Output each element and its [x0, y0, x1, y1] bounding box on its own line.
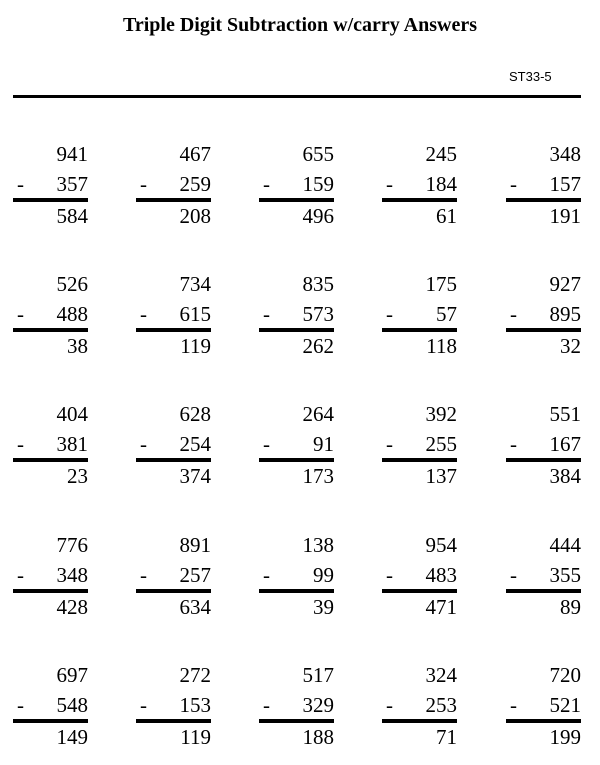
minuend: 324 [425, 663, 457, 687]
answer-line [382, 589, 457, 593]
problem-16 [13, 534, 88, 634]
subtrahend: 91 [313, 432, 334, 456]
subtrahend: 184 [425, 172, 457, 196]
problem-12 [136, 403, 211, 503]
problem-18 [259, 534, 334, 634]
minus-sign: - [386, 302, 393, 326]
minuend: 927 [549, 272, 581, 296]
answer: 428 [56, 595, 88, 619]
answer: 61 [436, 204, 457, 228]
minus-sign: - [386, 172, 393, 196]
minuend: 941 [56, 142, 88, 166]
answer: 118 [426, 334, 457, 358]
answer: 23 [67, 464, 88, 488]
answer: 374 [179, 464, 211, 488]
subtrahend: 99 [313, 563, 334, 587]
problem-23 [259, 664, 334, 764]
answer-line [506, 198, 581, 202]
minus-sign: - [140, 563, 147, 587]
answer-line [136, 198, 211, 202]
minuend: 138 [302, 533, 334, 557]
problem-25 [506, 664, 581, 764]
problem-15 [506, 403, 581, 503]
answer-line [382, 719, 457, 723]
answer: 149 [56, 725, 88, 749]
answer: 584 [56, 204, 88, 228]
answer: 119 [180, 725, 211, 749]
minus-sign: - [140, 693, 147, 717]
subtrahend: 153 [179, 693, 211, 717]
answer-line [259, 458, 334, 462]
minuend: 835 [302, 272, 334, 296]
answer-line [382, 198, 457, 202]
minuend: 175 [425, 272, 457, 296]
answer: 634 [179, 595, 211, 619]
subtrahend: 259 [179, 172, 211, 196]
minus-sign: - [17, 693, 24, 717]
answer-line [259, 589, 334, 593]
problem-4 [382, 143, 457, 243]
subtrahend: 329 [302, 693, 334, 717]
minuend: 720 [549, 663, 581, 687]
answer: 119 [180, 334, 211, 358]
minuend: 734 [179, 272, 211, 296]
problem-20 [506, 534, 581, 634]
answer-line [259, 198, 334, 202]
problem-24 [382, 664, 457, 764]
problem-14 [382, 403, 457, 503]
answer-line [13, 328, 88, 332]
answer: 496 [302, 204, 334, 228]
problem-3 [259, 143, 334, 243]
answer-line [136, 458, 211, 462]
minus-sign: - [17, 302, 24, 326]
answer-line [13, 198, 88, 202]
minus-sign: - [386, 693, 393, 717]
answer-line [136, 589, 211, 593]
minus-sign: - [17, 432, 24, 456]
subtrahend: 488 [56, 302, 88, 326]
problem-7 [136, 273, 211, 373]
problem-6 [13, 273, 88, 373]
minuend: 245 [425, 142, 457, 166]
minus-sign: - [510, 172, 517, 196]
answer: 173 [302, 464, 334, 488]
answer-line [259, 719, 334, 723]
minus-sign: - [386, 563, 393, 587]
minuend: 272 [179, 663, 211, 687]
answer-line [506, 589, 581, 593]
answer: 32 [560, 334, 581, 358]
minuend: 467 [179, 142, 211, 166]
minus-sign: - [510, 563, 517, 587]
subtrahend: 521 [549, 693, 581, 717]
answer-line [13, 589, 88, 593]
minus-sign: - [510, 302, 517, 326]
subtrahend: 253 [425, 693, 457, 717]
problem-13 [259, 403, 334, 503]
subtrahend: 355 [549, 563, 581, 587]
minus-sign: - [140, 302, 147, 326]
minuend: 697 [56, 663, 88, 687]
page-title: Triple Digit Subtraction w/carry Answers [122, 14, 478, 36]
answer-line [506, 328, 581, 332]
minus-sign: - [510, 432, 517, 456]
problem-5 [506, 143, 581, 243]
subtrahend: 895 [549, 302, 581, 326]
minuend: 526 [56, 272, 88, 296]
subtrahend: 483 [425, 563, 457, 587]
minus-sign: - [17, 172, 24, 196]
answer: 262 [302, 334, 334, 358]
answer-line [506, 458, 581, 462]
subtrahend: 57 [436, 302, 457, 326]
minuend: 551 [549, 402, 581, 426]
answer: 137 [425, 464, 457, 488]
answer: 38 [67, 334, 88, 358]
minuend: 392 [425, 402, 457, 426]
problem-22 [136, 664, 211, 764]
minus-sign: - [386, 432, 393, 456]
answer-line [382, 328, 457, 332]
minus-sign: - [140, 432, 147, 456]
answer-line [136, 328, 211, 332]
answer-line [13, 719, 88, 723]
subtrahend: 257 [179, 563, 211, 587]
minus-sign: - [263, 172, 270, 196]
minus-sign: - [263, 563, 270, 587]
subtrahend: 157 [549, 172, 581, 196]
problem-11 [13, 403, 88, 503]
subtrahend: 357 [56, 172, 88, 196]
problem-10 [506, 273, 581, 373]
answer: 71 [436, 725, 457, 749]
minuend: 444 [549, 533, 581, 557]
subtrahend: 255 [425, 432, 457, 456]
problem-17 [136, 534, 211, 634]
subtrahend: 254 [179, 432, 211, 456]
subtrahend: 615 [179, 302, 211, 326]
problem-9 [382, 273, 457, 373]
answer: 89 [560, 595, 581, 619]
answer-line [13, 458, 88, 462]
subtrahend: 348 [56, 563, 88, 587]
minuend: 891 [179, 533, 211, 557]
answer: 188 [302, 725, 334, 749]
minuend: 628 [179, 402, 211, 426]
answer-line [506, 719, 581, 723]
minus-sign: - [510, 693, 517, 717]
minuend: 954 [425, 533, 457, 557]
minus-sign: - [17, 563, 24, 587]
minus-sign: - [263, 302, 270, 326]
minus-sign: - [263, 693, 270, 717]
answer: 384 [549, 464, 581, 488]
answer: 39 [313, 595, 334, 619]
subtrahend: 167 [549, 432, 581, 456]
answer: 191 [549, 204, 581, 228]
answer: 199 [549, 725, 581, 749]
worksheet-code: ST33-5 [509, 69, 552, 84]
problem-1 [13, 143, 88, 243]
answer: 471 [425, 595, 457, 619]
minuend: 517 [302, 663, 334, 687]
subtrahend: 381 [56, 432, 88, 456]
minuend: 404 [56, 402, 88, 426]
minuend: 655 [302, 142, 334, 166]
answer: 208 [179, 204, 211, 228]
minuend: 264 [302, 402, 334, 426]
minus-sign: - [263, 432, 270, 456]
problem-21 [13, 664, 88, 764]
problem-19 [382, 534, 457, 634]
problem-2 [136, 143, 211, 243]
minuend: 348 [549, 142, 581, 166]
problem-8 [259, 273, 334, 373]
minuend: 776 [56, 533, 88, 557]
subtrahend: 159 [302, 172, 334, 196]
answer-line [259, 328, 334, 332]
subtrahend: 573 [302, 302, 334, 326]
answer-line [136, 719, 211, 723]
subtrahend: 548 [56, 693, 88, 717]
minus-sign: - [140, 172, 147, 196]
answer-line [382, 458, 457, 462]
